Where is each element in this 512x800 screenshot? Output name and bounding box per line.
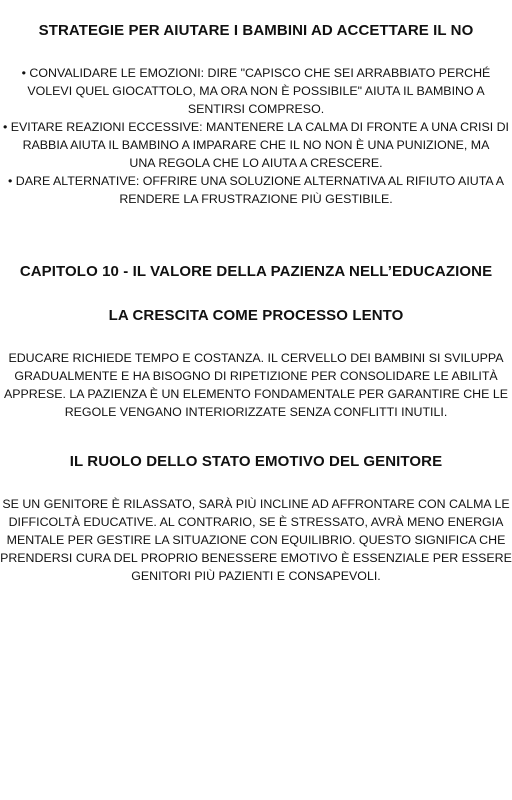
bullet-give-alternatives: [0, 172, 512, 208]
text-line: • DARE ALTERNATIVE: OFFRIRE UNA SOLUZIONE ALTERNATIVA AL RIFIUTO AIUTA A: [8, 174, 504, 188]
strategies-bullet-list: [0, 64, 512, 208]
text-line: RABBIA AIUTA IL BAMBINO A IMPARARE CHE IL NO NON È UNA PUNIZIONE, MA: [22, 138, 490, 152]
text-line: PRENDERSI CURA DEL PROPRIO BENESSERE EMOTIVO È ESSENZIALE PER ESSERE: [0, 551, 512, 565]
text-line: DIFFICOLTÀ EDUCATIVE. AL CONTRARIO, SE È STRESSATO, AVRÀ MENO ENERGIA: [8, 515, 504, 529]
text-line: GRADUALMENTE E HA BISOGNO DI RIPETIZIONE PER CONSOLIDARE LE ABILITÀ: [14, 369, 498, 383]
text-line: MENTALE PER GESTIRE LA SITUAZIONE CON EQUILIBRIO. QUESTO SIGNIFICA CHE: [6, 533, 506, 547]
text-line: UNA REGOLA CHE LO AIUTA A CRESCERE.: [129, 156, 383, 170]
bullet-avoid-excessive-reactions: [0, 118, 512, 172]
text-line: EDUCARE RICHIEDE TEMPO E COSTANZA. IL CERVELLO DEI BAMBINI SI SVILUPPA: [8, 351, 504, 365]
parent-emotional-state-paragraph: [0, 495, 512, 585]
text-line: APPRESE. LA PAZIENZA È UN ELEMENTO FONDAMENTALE PER GARANTIRE CHE LE: [3, 387, 508, 401]
growth-paragraph: [0, 349, 512, 421]
text-line: REGOLE VENGANO INTERIORIZZATE SENZA CONFLITTI INUTILI.: [64, 405, 448, 419]
text-line: • CONVALIDARE LE EMOZIONI: DIRE "CAPISCO CHE SEI ARRABBIATO PERCHÉ: [21, 66, 491, 80]
section-title-growth: LA CRESCITA COME PROCESSO LENTO: [108, 307, 404, 324]
text-line: SENTIRSI COMPRESO.: [187, 102, 325, 116]
section-title-parent-emotional-state: IL RUOLO DELLO STATO EMOTIVO DEL GENITORE: [69, 453, 443, 470]
text-line: SE UN GENITORE È RILASSATO, SARÀ PIÙ INCLINE AD AFFRONTARE CON CALMA LE: [2, 497, 510, 511]
bullet-validate-emotions: [0, 64, 512, 118]
text-line: VOLEVI QUEL GIOCATTOLO, MA ORA NON È POSSIBILE" AIUTA IL BAMBINO A: [27, 84, 485, 98]
section-title-strategies: STRATEGIE PER AIUTARE I BAMBINI AD ACCETTARE IL NO: [38, 22, 474, 39]
chapter-title: CAPITOLO 10 - IL VALORE DELLA PAZIENZA NELL’EDUCAZIONE: [19, 263, 493, 280]
text-line: • EVITARE REAZIONI ECCESSIVE: MANTENERE LA CALMA DI FRONTE A UNA CRISI DI: [2, 120, 510, 134]
text-line: GENITORI PIÙ PAZIENTI E CONSAPEVOLI.: [131, 569, 381, 583]
text-line: RENDERE LA FRUSTRAZIONE PIÙ GESTIBILE.: [119, 192, 393, 206]
